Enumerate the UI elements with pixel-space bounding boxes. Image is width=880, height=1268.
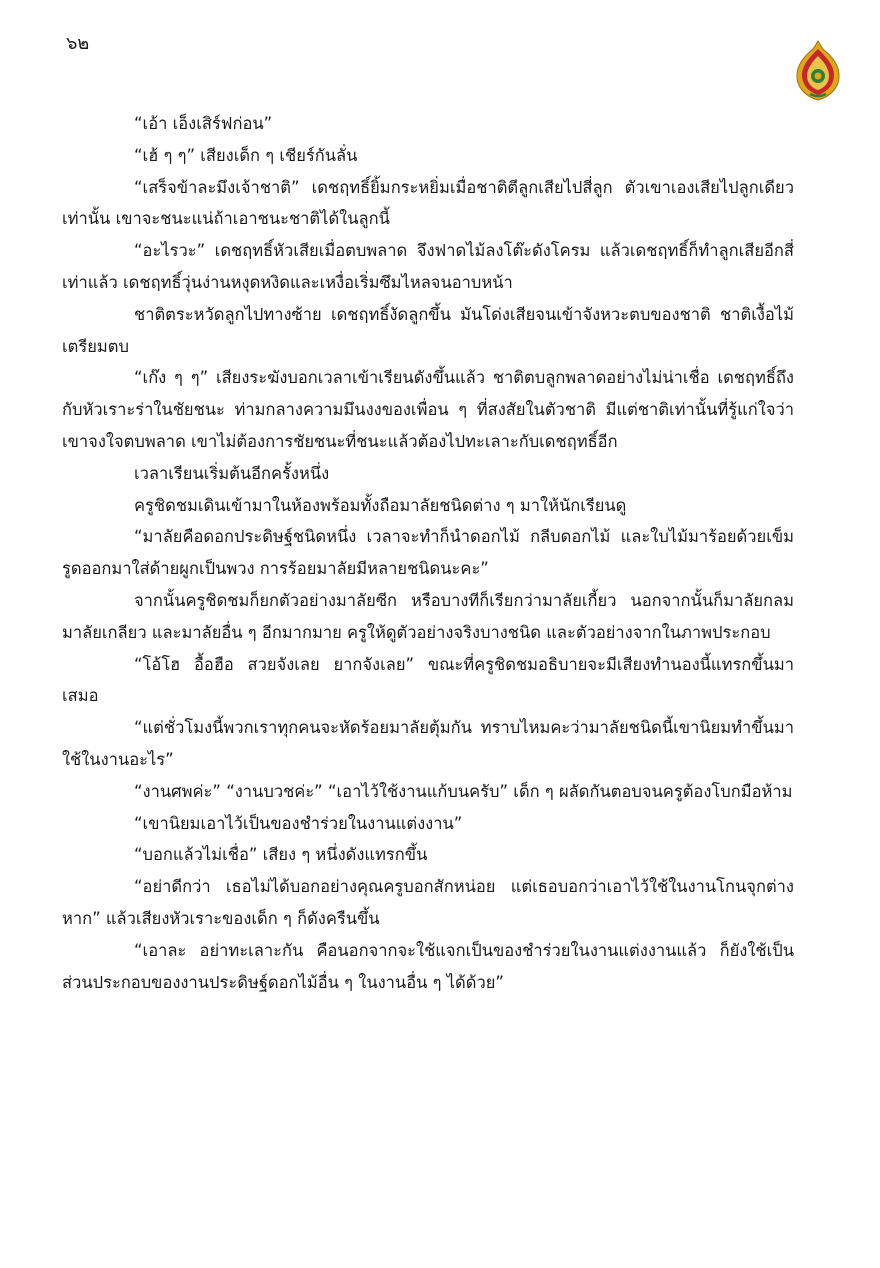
paragraph: “งานศพค่ะ” “งานบวชค่ะ” “เอาไว้ใช้งานแก้บนครับ” เด็ก ๆ ผลัดกันตอบจนครูต้องโบกมือห้าม bbox=[134, 781, 793, 801]
paragraph: “อย่าดีกว่า เธอไม่ได้บอกอย่างคุณครูบอกสักหน่อย แต่เธอบอกว่าเอาไว้ใช้ในงานโกนจุกต่างหาก” แล้วเสียงหัวเราะของเด็ก ๆ ก็ดังครืนขึ้น bbox=[62, 877, 794, 928]
paragraph: “เอาละ อย่าทะเลาะกัน คือนอกจากจะใช้แจกเป็นของชำร่วยในงานแต่งงานแล้ว ก็ยังใช้เป็นส่วนประกอบของงานประดิษฐ์ดอกไม้อื่น ๆ ในงานอื่น ๆ ได้ด้วย” bbox=[62, 940, 794, 992]
paragraph: “เอ้า เอ็งเสิร์ฟก่อน” bbox=[134, 114, 273, 133]
paragraph: “แต่ชั่วโมงนี้พวกเราทุกคนจะหัดร้อยมาลัยตุ้มกัน ทราบไหมคะว่ามาลัยชนิดนี้เขานิยมทำขึ้นมาใช้ในงานอะไร” bbox=[62, 718, 794, 769]
paragraph: ครูชิดชมเดินเข้ามาในห้องพร้อมทั้งถือมาลัยชนิดต่าง ๆ มาให้นักเรียนดู bbox=[134, 495, 627, 515]
paragraph: “อะไรวะ” เดชฤทธิ์หัวเสียเมื่อตบพลาด จึงฟาดไม้ลงโต๊ะดังโครม แล้วเดชฤทธิ์ก็ทำลูกเสียอีกสี่เท่าแล้ว เดชฤทธิ์วุ่นง่านหงุดหงิดและเหงื่อเริ่มซึมไหลจนอาบหน้า bbox=[62, 241, 794, 292]
paragraph: ชาติตระหวัดลูกไปทางซ้าย เดชฤทธิ์งัดลูกขึ้น มันโด่งเสียจนเข้าจังหวะตบของชาติ ชาติเงื้อไม้เตรียมตบ bbox=[62, 304, 794, 356]
body-text bbox=[62, 108, 794, 998]
paragraph: “เก๊ง ๆ ๆ” เสียงระฆังบอกเวลาเข้าเรียนดังขึ้นแล้ว ชาติตบลูกพลาดอย่างไม่น่าเชื่อ เดชฤทธิ์ถึงกับหัวเราะร่าในชัยชนะ ท่ามกลางความมึนงงของเพื่อน ๆ ที่สงสัยในตัวชาติ มีแต่ชาติเท่านั้นที่รู้แก่ใจว่าเขาจงใจตบพลาด เขาไม่ต้องการชัยชนะที่ชนะแล้วต้องไปทะเลาะกับเดชฤทธิ์อีก bbox=[62, 368, 794, 451]
paragraph: “มาลัยคือดอกประดิษฐ์ชนิดหนึ่ง เวลาจะทำก็นำดอกไม้ กลีบดอกไม้ และใบไม้มาร้อยด้วยเข็ม รูดออกมาใส่ด้ายผูกเป็นพวง การร้อยมาลัยมีหลายชนิดนะคะ” bbox=[62, 527, 794, 579]
paragraph: “เขานิยมเอาไว้เป็นของชำร่วยในงานแต่งงาน” bbox=[134, 813, 463, 833]
paragraph: “บอกแล้วไม่เชื่อ” เสียง ๆ หนึ่งดังแทรกขึ้น bbox=[134, 845, 428, 865]
paragraph: “เฮ้ ๆ ๆ” เสียงเด็ก ๆ เชียร์กันลั่น bbox=[134, 145, 358, 165]
paragraph: จากนั้นครูชิดชมก็ยกตัวอย่างมาลัยซีก หรือบางทีก็เรียกว่ามาลัยเกี้ยว นอกจากนั้นก็มาลัยกลม มาลัยเกลียว และมาลัยอื่น ๆ อีกมากมาย ครูให้ดูตัวอย่างจริงบางชนิด และตัวอย่างจากในภาพประกอบ bbox=[62, 590, 794, 642]
page-number: ๖๒ bbox=[66, 33, 90, 54]
school-emblem-icon bbox=[794, 40, 842, 102]
paragraph: “เสร็จข้าละมึงเจ้าชาติ” เดชฤทธิ์ยิ้มกระหยิ่มเมื่อชาติตีลูกเสียไปสี่ลูก ตัวเขาเองเสียไปลูกเดียวเท่านั้น เขาจะชนะแน่ถ้าเอาชนะชาติได้ในลูกนี้ bbox=[62, 177, 794, 229]
paragraph: “โอ้โฮ อื้อฮือ สวยจังเลย ยากจังเลย” ขณะที่ครูชิดชมอธิบายจะมีเสียงทำนองนี้แทรกขึ้นมาเสมอ bbox=[62, 654, 794, 706]
paragraph: เวลาเรียนเริ่มต้นอีกครั้งหนึ่ง bbox=[134, 463, 330, 483]
